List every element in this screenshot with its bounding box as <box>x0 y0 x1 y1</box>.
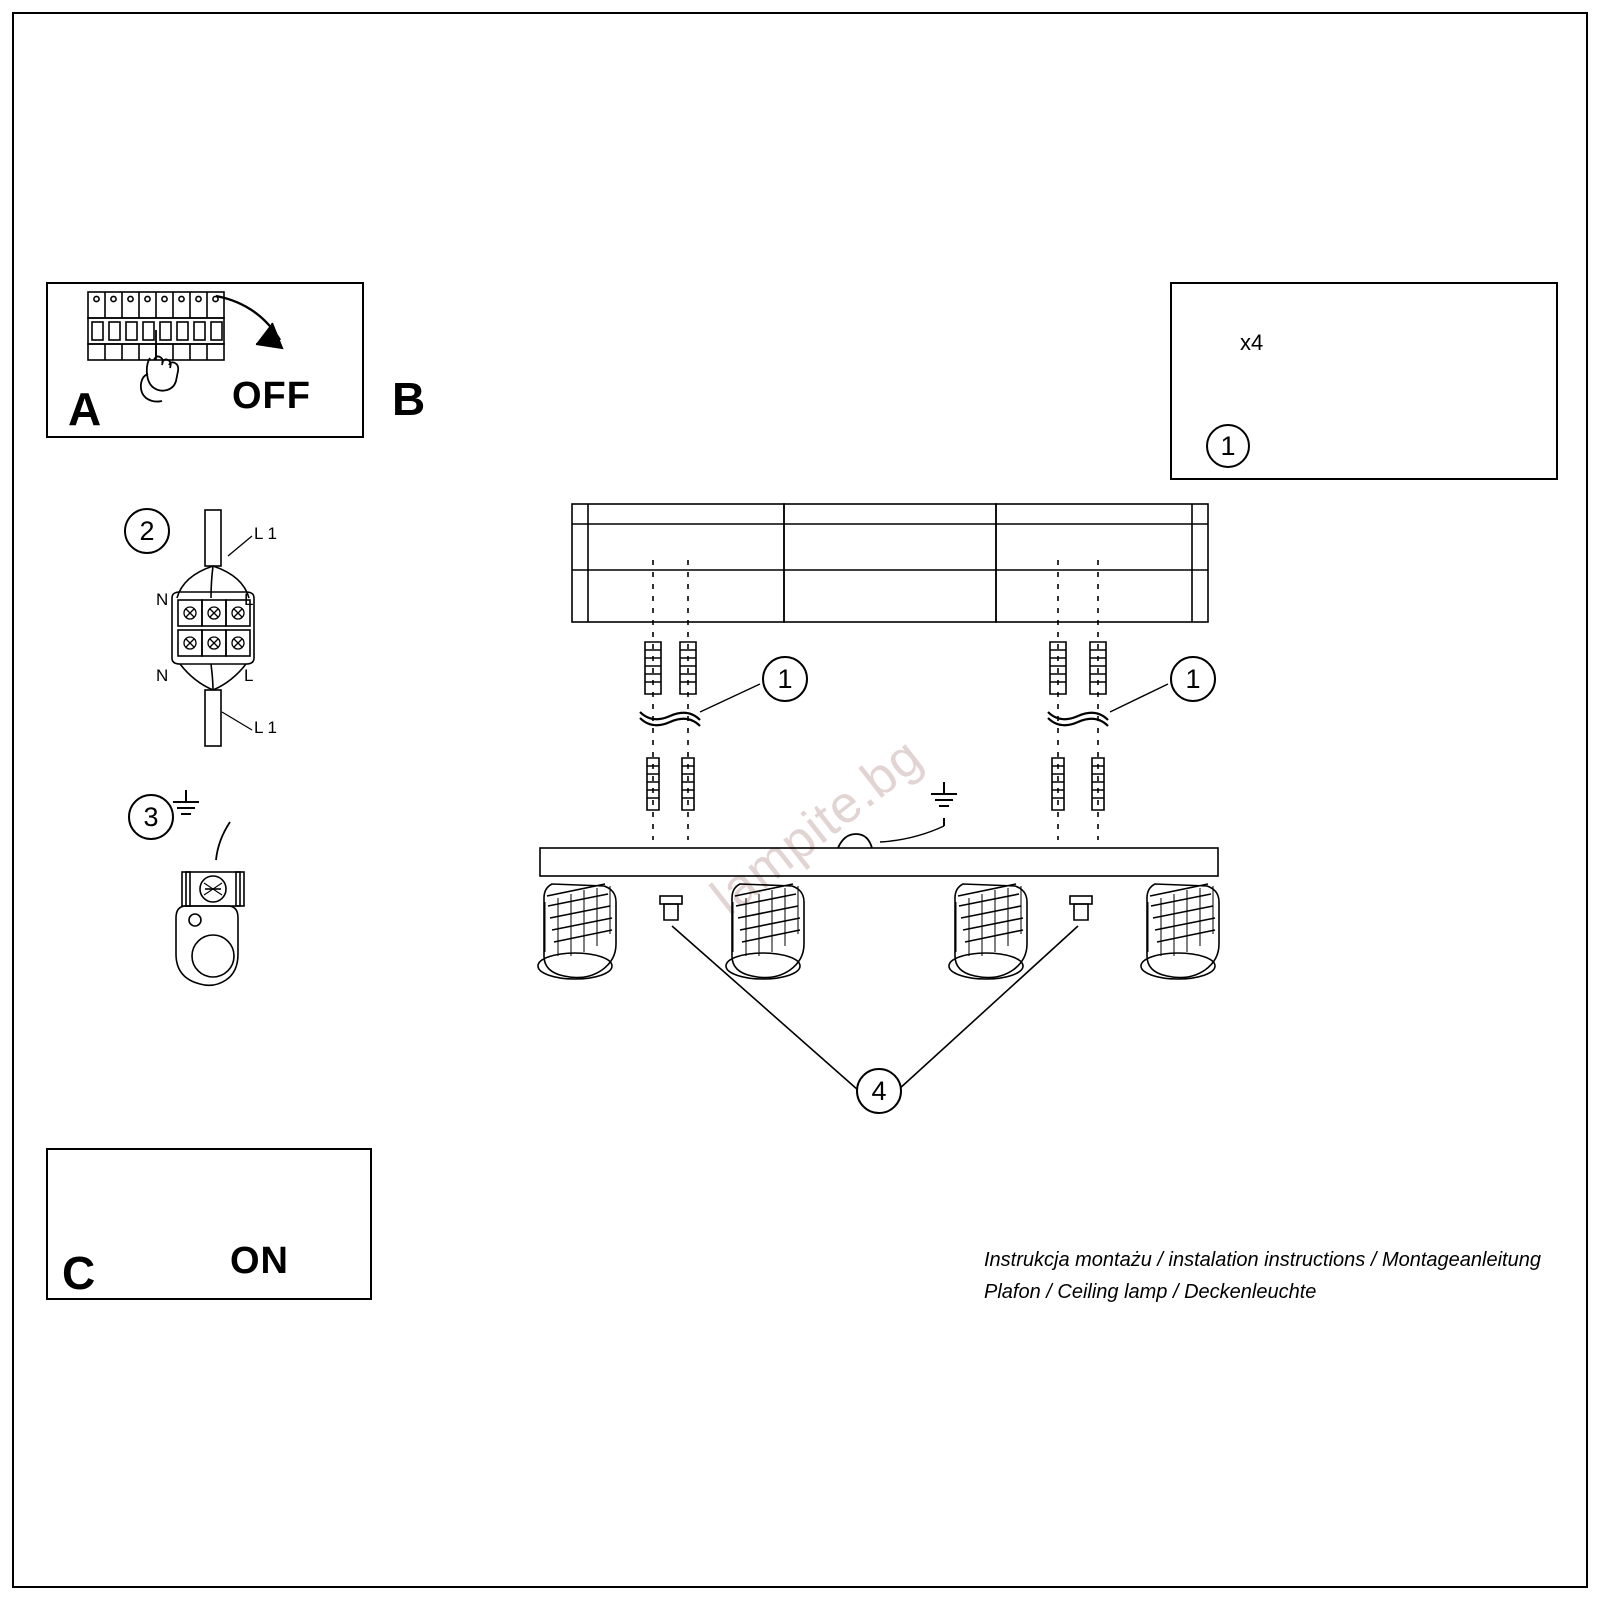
tools-quantity: x4 <box>1240 330 1264 355</box>
callout-anchor-left: 1 <box>762 656 808 702</box>
callout-tools: 1 <box>1206 424 1250 468</box>
panel-c-action: ON <box>230 1240 289 1282</box>
callout-step-3: 3 <box>128 794 174 840</box>
panel-a-letter: A <box>68 383 102 435</box>
wiring-label-top: L 1 <box>254 524 278 543</box>
panel-a-action: OFF <box>232 375 311 417</box>
callout-anchor-right: 1 <box>1170 656 1216 702</box>
panel-b-letter: B <box>392 373 426 425</box>
callout-step-2: 2 <box>124 508 170 554</box>
watermark-text: lampite.bg <box>700 726 934 927</box>
wiring-label-n-lower: N <box>156 666 169 685</box>
callout-spots: 4 <box>856 1068 902 1114</box>
panel-c-letter: C <box>62 1247 96 1299</box>
wiring-label-bottom: L 1 <box>254 718 278 737</box>
caption-line-1: Instrukcja montażu / instalation instructions / Montageanleitung <box>984 1249 1541 1271</box>
caption-line-2: Plafon / Ceiling lamp / Deckenleuchte <box>984 1281 1317 1303</box>
wiring-label-n-upper: N <box>156 590 169 609</box>
sheet-border <box>12 12 1588 1588</box>
wiring-label-l-lower: L <box>244 666 254 685</box>
wiring-label-l-upper: L <box>244 590 254 609</box>
